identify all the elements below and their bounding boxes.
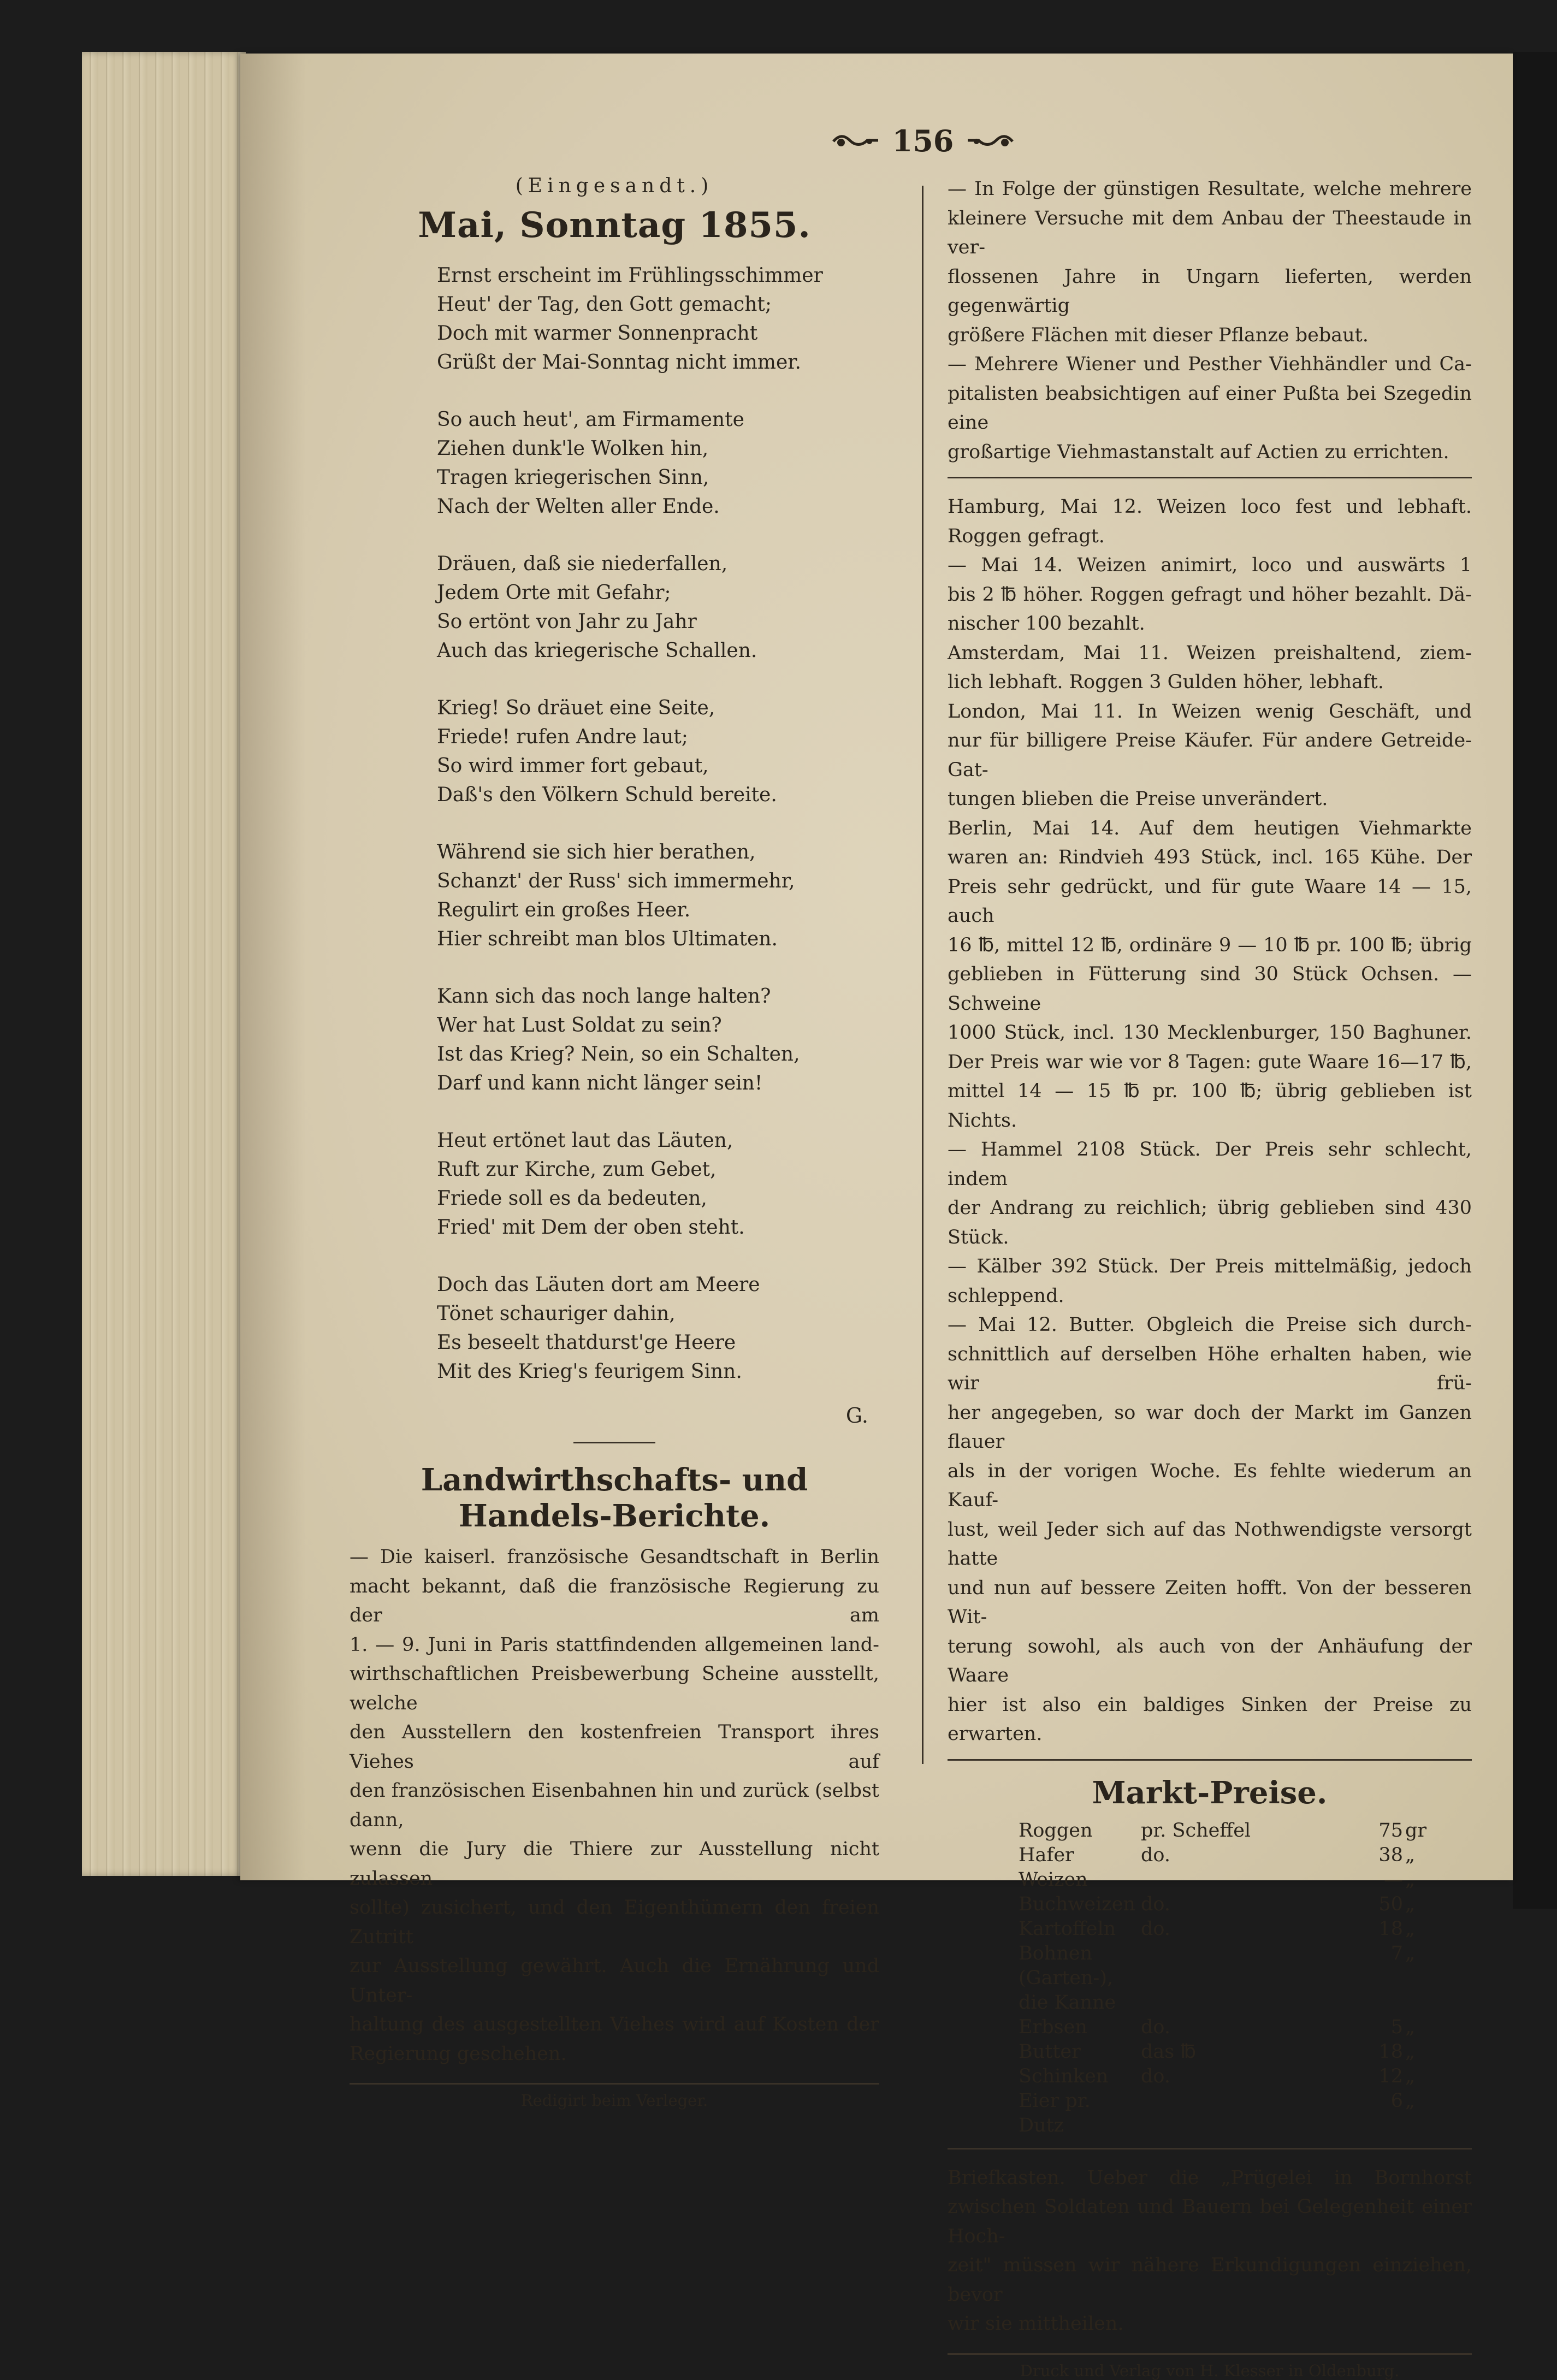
report-hamburg [948, 493, 1472, 551]
market-unit: do. [1140, 2065, 1170, 2087]
news-line: flossenen Jahre in Ungarn lieferten, werden gegenwärtig [948, 265, 1472, 317]
poem-line: Ist das Krieg? Nein, so ein Schalten, [437, 1043, 800, 1065]
market-row [1019, 1917, 1427, 1941]
report-line: — Hammel 2108 Stück. Der Preis sehr schlecht, indem [948, 1139, 1472, 1190]
poem-stanza [437, 405, 879, 521]
report-line: Roggen gefragt. [948, 525, 1105, 547]
editor-footer: Redigirt beim Verleger. [520, 2091, 708, 2110]
facing-page-edge [1513, 52, 1557, 1909]
poem-line: So ertönt von Jahr zu Jahr [437, 611, 697, 633]
poem-stanza [437, 261, 879, 377]
report-line: wenn die Jury die Thiere zur Ausstellung nicht zulassen [350, 1838, 879, 1890]
market-item: Eier pr. Dutz [1019, 2089, 1091, 2136]
market-row [1019, 1941, 1427, 2015]
poem-line: Grüßt der Mai-Sonntag nicht immer. [437, 351, 801, 374]
report-line: 1000 Stück, incl. 130 Mecklenburger, 150 Baghuner. [948, 1022, 1472, 1044]
poem-stanza [437, 694, 879, 809]
poem-line: Daß's den Völkern Schuld bereite. [437, 784, 777, 806]
report-line: Hamburg, Mai 12. Weizen loco fest und lebhaft. [948, 496, 1472, 518]
poem-line: Nach der Welten aller Ende. [437, 495, 720, 518]
report-line: hier ist also ein baldiges Sinken der Preise zu erwarten. [948, 1694, 1472, 1745]
poem-line: Ernst erscheint im Frühlingsschimmer [437, 264, 823, 287]
market-row [1019, 1819, 1427, 1843]
poem-line: Jedem Orte mit Gefahr; [437, 582, 671, 604]
poem-line: Dräuen, daß sie niederfallen, [437, 553, 728, 575]
report-line: den Ausstellern den kostenfreien Transport ihres Viehes auf [350, 1721, 879, 1773]
briefkasten-line: wir sie mittheilen. [948, 2313, 1124, 2335]
market-row [1019, 2089, 1427, 2138]
market-price: — [1383, 1868, 1403, 1891]
report-line: Amsterdam, Mai 11. Weizen preishaltend, ziem- [948, 642, 1472, 664]
report-line: Der Preis war wie vor 8 Tagen: gute Waare 16—17 ℔, [948, 1051, 1472, 1073]
poem-stanza [437, 838, 879, 954]
news-line: pitalisten beabsichtigen auf einer Pußta bei Szegedin eine [948, 382, 1472, 434]
market-unit: do. [1140, 1917, 1170, 1940]
news-viehmast [948, 350, 1472, 467]
poem-line: Mit des Krieg's feurigem Sinn. [437, 1360, 742, 1383]
market-currency: „ [1405, 1868, 1416, 1891]
poem-line: Tönet schauriger dahin, [437, 1303, 676, 1325]
poem-line: Doch mit warmer Sonnenpracht [437, 322, 758, 345]
market-row [1019, 1892, 1427, 1917]
report-line: nischer 100 bezahlt. [948, 613, 1145, 635]
section-title: Landwirthschafts- und Handels-Berichte. [421, 1462, 808, 1534]
market-unit: das ℔ [1140, 2040, 1196, 2063]
poem [350, 261, 879, 1386]
poem-signature: G. [845, 1404, 868, 1428]
market-unit: pr. Scheffel [1140, 1819, 1251, 1842]
market-item: Hafer [1019, 1844, 1074, 1866]
news-line: — Mehrere Wiener und Pesther Viehhändler und Ca- [948, 353, 1472, 375]
poem-line: Es beseelt thatdurst'ge Heere [437, 1331, 736, 1354]
market-currency: „ [1405, 2065, 1416, 2087]
report-line: sollte) zusichert, und den Eigenthümern den freien Zutritt [350, 1897, 879, 1948]
left-column [350, 175, 879, 2110]
column-divider [922, 186, 923, 1764]
poem-line: Ziehen dunk'le Wolken hin, [437, 437, 709, 460]
market-item: Butter [1019, 2040, 1081, 2063]
printer-footer: Druck und Verlag von H. Klesser in Oldenburg. [1020, 2361, 1400, 2380]
market-price: 12 [1378, 2065, 1403, 2087]
report-line: macht bekannt, daß die französische Regierung zu der am [350, 1575, 879, 1626]
section-rule [948, 1759, 1472, 1761]
market-item: Schinken [1019, 2065, 1109, 2087]
market-row [1019, 1843, 1427, 1868]
market-row [1019, 2040, 1427, 2064]
report-line: — Mai 14. Weizen animirt, loco und auswärts 1 [948, 554, 1472, 576]
market-price: 75 [1378, 1819, 1403, 1842]
news-line: kleinere Versuche mit dem Anbau der Theestaude in ver- [948, 207, 1472, 258]
poem-stanza [437, 549, 879, 665]
footer-rule [948, 2353, 1472, 2355]
news-line: — In Folge der günstigen Resultate, welche mehrere [948, 178, 1472, 200]
briefkasten-line: Briefkasten. Ueber die „Prügelei in Bornhorst [948, 2166, 1472, 2189]
briefkasten [948, 2164, 1472, 2339]
market-item: Buchweizen [1019, 1893, 1135, 1915]
report-line: her angegeben, so war doch der Markt im Ganzen flauer [948, 1401, 1472, 1453]
section-divider [573, 1442, 655, 1443]
market-title: Markt-Preise. [1092, 1774, 1328, 1811]
market-price: 18 [1378, 2040, 1403, 2063]
market-price: 50 [1378, 1893, 1403, 1915]
poem-line: Wer hat Lust Soldat zu sein? [437, 1014, 722, 1037]
market-unit: do. [1140, 1893, 1170, 1915]
market-currency: gr [1405, 1819, 1427, 1842]
market-currency: „ [1405, 1893, 1416, 1915]
market-item: Bohnen (Garten-), die Kanne [1019, 1942, 1116, 2014]
market-price-table [1019, 1819, 1427, 2138]
report-line: nur für billigere Preise Käufer. Für andere Getreide-Gat- [948, 730, 1472, 781]
market-unit [1135, 2089, 1337, 2138]
report-line: London, Mai 11. In Weizen wenig Geschäft, und [948, 700, 1472, 723]
poem-line: So auch heut', am Firmamente [437, 408, 744, 431]
market-unit [1135, 1941, 1337, 2015]
market-price: 6 [1390, 2089, 1403, 2112]
section-rule [948, 477, 1472, 478]
poem-title: Mai, Sonntag 1855. [418, 205, 811, 246]
report-line: 1. — 9. Juni in Paris stattfindenden allgemeinen land- [350, 1633, 879, 1656]
poem-line: Friede soll es da bedeuten, [437, 1187, 707, 1210]
section-rule [948, 2148, 1472, 2150]
left-ornament-icon [831, 133, 880, 149]
market-item: Weizen [1019, 1868, 1088, 1891]
poem-line: Ruft zur Kirche, zum Gebet, [437, 1158, 717, 1181]
poem-line: Schanzt' der Russ' sich immermehr, [437, 870, 795, 892]
footer-rule [350, 2083, 879, 2085]
right-column [948, 175, 1472, 2380]
poem-stanza [437, 1126, 879, 1242]
report-paragraph [350, 1543, 879, 2069]
report-line: geblieben in Fütterung sind 30 Stück Ochsen. — Schweine [948, 963, 1472, 1015]
market-item: Roggen [1019, 1819, 1093, 1842]
page-number: 156 [892, 123, 954, 158]
market-row [1019, 2064, 1427, 2089]
market-currency: „ [1405, 1942, 1416, 1964]
report-line: als in der vorigen Woche. Es fehlte wiederum an Kauf- [948, 1460, 1472, 1511]
poem-line: Während sie sich hier berathen, [437, 841, 756, 863]
report-line: haltung des ausgestellten Viehes wird auf Kosten der [350, 2014, 879, 2035]
poem-line: Tragen kriegerischen Sinn, [437, 466, 709, 489]
report-line: waren an: Rindvieh 493 Stück, incl. 165 Kühe. Der [948, 846, 1472, 868]
report-london [948, 697, 1472, 814]
market-currency: „ [1405, 1917, 1416, 1940]
market-row [1019, 2015, 1427, 2040]
poem-stanza [437, 982, 879, 1098]
right-ornament-icon [966, 133, 1015, 149]
report-line: der Andrang zu reichlich; übrig geblieben sind 430 Stück. [948, 1197, 1472, 1248]
poem-line: Darf und kann nicht länger sein! [437, 1072, 763, 1094]
report-amsterdam [948, 639, 1472, 697]
report-line: den französischen Eisenbahnen hin und zurück (selbst dann, [350, 1780, 879, 1831]
report-berlin [948, 814, 1472, 1311]
poem-line: So wird immer fort gebaut, [437, 755, 709, 777]
page-stack-edges [82, 52, 246, 1876]
report-butter [948, 1311, 1472, 1749]
report-line: Berlin, Mai 14. Auf dem heutigen Viehmarkte [948, 817, 1472, 839]
market-price: 5 [1390, 2016, 1403, 2038]
gutter-shadow [240, 54, 306, 1880]
poem-line: Hier schreibt man blos Ultimaten. [437, 928, 778, 950]
poem-line: Auch das kriegerische Schallen. [437, 640, 757, 662]
report-line: Preis sehr gedrückt, und für gute Waare 14 — 15, auch [948, 875, 1472, 927]
market-unit: do. [1140, 2016, 1170, 2038]
report-line: lich lebhaft. Roggen 3 Gulden höher, lebhaft. [948, 671, 1384, 693]
poem-line: Heut' der Tag, den Gott gemacht; [437, 293, 772, 316]
market-unit: do. [1140, 1844, 1170, 1866]
news-line: großartige Viehmastanstalt auf Actien zu errichten. [948, 441, 1449, 463]
report-line: und nun auf bessere Zeiten hofft. Von der besseren Wit- [948, 1577, 1472, 1628]
briefkasten-line: zeit" müssen wir nähere Erkundigungen einziehen, bevor [948, 2254, 1472, 2306]
poem-line: Fried' mit Dem der oben steht. [437, 1216, 745, 1239]
market-currency: „ [1405, 2089, 1416, 2112]
poem-line: Doch das Läuten dort am Meere [437, 1274, 760, 1296]
market-row [1019, 1868, 1427, 1892]
news-theestaude [948, 175, 1472, 350]
report-line: Regierung geschehen. [350, 2042, 567, 2065]
report-line: 16 ℔, mittel 12 ℔, ordinäre 9 — 10 ℔ pr. 100 ℔; übrig [948, 934, 1472, 956]
market-price: 7 [1390, 1942, 1403, 1964]
report-line: bis 2 ℔ höher. Roggen gefragt und höher bezahlt. Dä- [948, 583, 1472, 606]
market-price: 18 [1378, 1917, 1403, 1940]
report-line: wirthschaftlichen Preisbewerbung Scheine ausstellt, welche [350, 1663, 879, 1714]
intro-label: (Eingesandt.) [515, 175, 714, 197]
poem-line: Kann sich das noch lange halten? [437, 985, 771, 1008]
report-line: tungen blieben die Preise unverändert. [948, 788, 1328, 810]
report-line: — Kälber 392 Stück. Der Preis mittelmäßig, jedoch [948, 1256, 1472, 1277]
poem-line: Friede! rufen Andre laut; [437, 726, 688, 748]
report-line: terung sowohl, als auch von der Anhäufung der Waare [948, 1635, 1472, 1686]
market-price: 38 [1378, 1844, 1403, 1866]
market-currency: „ [1405, 1844, 1416, 1866]
market-item: Erbsen [1019, 2016, 1087, 2038]
market-currency: „ [1405, 2016, 1416, 2038]
report-line: schleppend. [948, 1284, 1064, 1307]
poem-line: Krieg! So dräuet eine Seite, [437, 697, 715, 719]
market-unit [1135, 1868, 1337, 1892]
report-hamburg-14 [948, 551, 1472, 639]
market-currency: „ [1405, 2040, 1416, 2063]
poem-line: Heut ertönet laut das Läuten, [437, 1129, 733, 1152]
report-line: — Mai 12. Butter. Obgleich die Preise sich durch- [948, 1314, 1472, 1336]
market-item: Kartoffeln [1019, 1917, 1116, 1940]
report-line: mittel 14 — 15 ℔ pr. 100 ℔; übrig geblieben ist Nichts. [948, 1080, 1472, 1132]
report-line: schnittlich auf derselben Höhe erhalten haben, wie wir frü- [948, 1343, 1472, 1394]
briefkasten-line: zwischen Soldaten und Bauern bei Gelegenheit einer Hoch- [948, 2196, 1472, 2247]
poem-line: Regulirt ein großes Heer. [437, 899, 691, 921]
report-line: zur Ausstellung gewährt. Auch die Ernährung und Unter- [350, 1955, 879, 2006]
poem-stanza [437, 1270, 879, 1386]
news-line: größere Flächen mit dieser Pflanze bebaut. [948, 324, 1369, 346]
report-line: — Die kaiserl. französische Gesandtschaft in Berlin [350, 1546, 879, 1568]
page-header [814, 119, 1032, 163]
report-line: lust, weil Jeder sich auf das Nothwendigste versorgt hatte [948, 1518, 1472, 1570]
